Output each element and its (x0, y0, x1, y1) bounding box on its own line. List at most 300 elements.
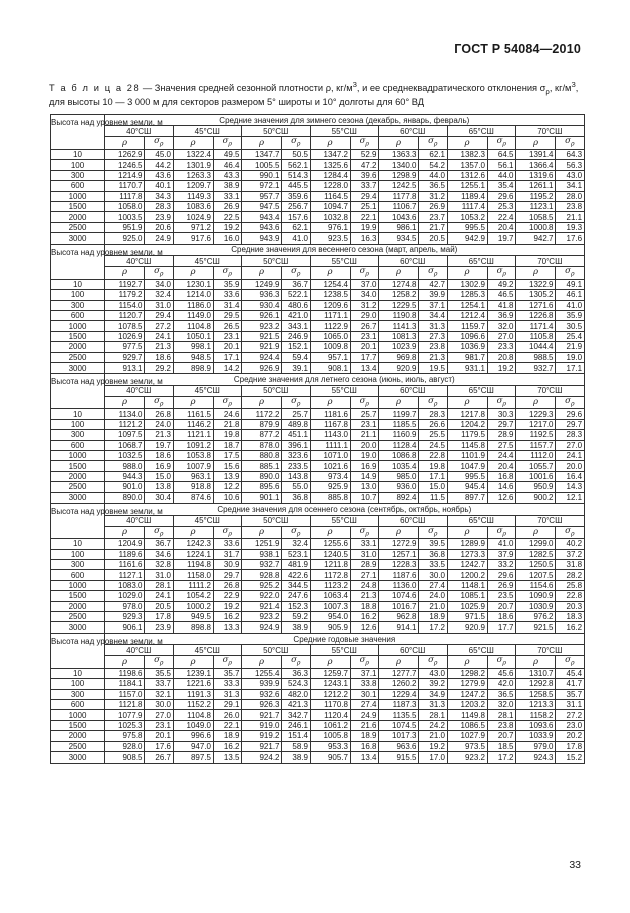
rho-value-cell: 943.9 (242, 233, 282, 245)
rho-value-cell: 1159.7 (447, 321, 487, 331)
rho-value-cell: 1261.1 (516, 181, 556, 191)
rho-value-cell: 976.2 (516, 611, 556, 621)
sigma-value-cell: 20.1 (145, 731, 174, 741)
rho-value-cell: 1120.7 (105, 310, 145, 320)
sigma-value-cell: 13.5 (213, 752, 242, 764)
sigma-value-cell: 36.7 (145, 539, 174, 549)
sigma-value-cell: 27.0 (145, 710, 174, 720)
rho-value-cell: 1298.9 (379, 170, 419, 180)
rho-value-cell: 921.7 (242, 710, 282, 720)
rho-value-cell: 950.9 (516, 482, 556, 492)
sigma-value-cell: 42.7 (419, 279, 448, 289)
sigma-value-cell: 23.5 (487, 591, 516, 601)
sigma-value-cell: 31.2 (419, 191, 448, 201)
height-cell: 10 (51, 409, 105, 419)
height-stub-header: Высота над уровнем земли, м (51, 374, 105, 409)
rho-value-cell: 1074.6 (379, 591, 419, 601)
sigma-value-cell: 20.7 (487, 601, 516, 611)
symbol-header-row (51, 396, 585, 409)
height-stub-header: Высота над уровнем земли, м (51, 115, 105, 150)
sigma-value-cell: 49.1 (556, 279, 585, 289)
sigma-value-cell: 28.3 (419, 409, 448, 419)
sigma-value-cell: 35.7 (556, 689, 585, 699)
latitude-header: 60°СШ (379, 515, 448, 526)
rho-header: ρ (379, 656, 419, 669)
rho-value-cell: 1319.6 (516, 170, 556, 180)
sigma-value-cell: 31.1 (556, 700, 585, 710)
sigma-value-cell: 28.9 (350, 559, 379, 569)
table-row (51, 160, 585, 170)
latitude-header: 50°СШ (242, 515, 311, 526)
rho-value-cell: 1228.3 (379, 559, 419, 569)
rho-value-cell: 1255.4 (242, 668, 282, 678)
rho-value-cell: 1199.7 (379, 409, 419, 419)
rho-value-cell: 923.2 (242, 321, 282, 331)
rho-value-cell: 1122.9 (310, 321, 350, 331)
height-cell: 2500 (51, 352, 105, 362)
sigma-value-cell: 19.8 (213, 430, 242, 440)
rho-value-cell: 925.9 (310, 482, 350, 492)
height-cell: 1000 (51, 451, 105, 461)
table-row (51, 611, 585, 621)
table-row (51, 300, 585, 310)
caption-line-2: для высоты 10 — 3 000 м для секторов размером 5° широты и 10° долготы для 60° ВД (49, 97, 425, 108)
sigma-value-cell: 17.7 (487, 622, 516, 634)
rho-value-cell: 1049.0 (173, 720, 213, 730)
sigma-value-cell: 18.6 (145, 352, 174, 362)
sigma-value-cell: 247.6 (282, 591, 311, 601)
sigma-value-cell: 34.3 (145, 191, 174, 201)
sigma-value-cell: 35.9 (213, 279, 242, 289)
height-stub-header: Высота над уровнем земли, м (51, 504, 105, 539)
rho-value-cell: 996.6 (173, 731, 213, 741)
sigma-value-cell: 33.3 (213, 679, 242, 689)
sigma-value-cell: 21.9 (556, 342, 585, 352)
sigma-value-cell: 23.1 (145, 720, 174, 730)
height-cell: 600 (51, 310, 105, 320)
sigma-value-cell: 20.5 (145, 601, 174, 611)
rho-value-cell: 1212.2 (310, 689, 350, 699)
rho-header: ρ (516, 267, 556, 280)
rho-value-cell: 925.2 (242, 580, 282, 590)
sigma-value-cell: 62.1 (282, 222, 311, 232)
sigma-value-cell: 19.0 (556, 352, 585, 362)
rho-header: ρ (105, 656, 145, 669)
sigma-value-cell: 480.6 (282, 300, 311, 310)
table-row (51, 752, 585, 764)
rho-value-cell: 979.0 (516, 741, 556, 751)
sigma-value-cell: 20.4 (487, 222, 516, 232)
rho-header: ρ (516, 396, 556, 409)
sigma-value-cell: 28.0 (556, 191, 585, 201)
rho-value-cell: 1254.4 (310, 279, 350, 289)
rho-value-cell: 908.5 (105, 752, 145, 764)
sigma-value-cell: 34.0 (350, 290, 379, 300)
sigma-value-cell: 20.1 (213, 342, 242, 352)
rho-value-cell: 900.2 (516, 492, 556, 504)
sigma-value-cell: 19.5 (419, 362, 448, 374)
sigma-value-cell: 35.4 (487, 181, 516, 191)
sigma-value-cell: 26.9 (487, 580, 516, 590)
rho-value-cell: 1016.7 (379, 601, 419, 611)
latitude-header-row (51, 515, 585, 526)
sigma-value-cell: 37.2 (556, 549, 585, 559)
sigma-value-cell: 32.4 (145, 290, 174, 300)
caption-label: Т а б л и ц а 28 (49, 83, 141, 94)
sigma-value-cell: 25.5 (419, 430, 448, 440)
rho-value-cell: 923.2 (242, 611, 282, 621)
sigma-value-cell: 344.5 (282, 580, 311, 590)
sigma-value-cell: 28.1 (419, 710, 448, 720)
height-cell: 2500 (51, 741, 105, 751)
sigma-value-cell: 422.6 (282, 570, 311, 580)
sigma-value-cell: 323.6 (282, 451, 311, 461)
sigma-value-cell: 27.1 (350, 570, 379, 580)
rho-header: ρ (310, 656, 350, 669)
sigma-value-cell: 24.9 (145, 233, 174, 245)
rho-value-cell: 988.5 (516, 352, 556, 362)
rho-value-cell: 1257.1 (379, 549, 419, 559)
sigma-value-cell: 31.3 (419, 321, 448, 331)
sigma-value-cell: 17.5 (213, 451, 242, 461)
rho-value-cell: 1247.2 (447, 689, 487, 699)
rho-value-cell: 957.1 (310, 352, 350, 362)
rho-header: ρ (447, 137, 487, 150)
rho-header: ρ (173, 656, 213, 669)
sigma-value-cell: 33.1 (350, 539, 379, 549)
rho-value-cell: 971.2 (173, 222, 213, 232)
sigma-value-cell: 489.8 (282, 419, 311, 429)
sigma-value-cell: 43.0 (419, 668, 448, 678)
symbol-header-row (51, 526, 585, 539)
rho-value-cell: 981.7 (447, 352, 487, 362)
rho-header: ρ (242, 656, 282, 669)
rho-value-cell: 1299.0 (516, 539, 556, 549)
rho-value-cell: 901.1 (242, 492, 282, 504)
sigma-value-cell: 62.1 (419, 150, 448, 160)
rho-value-cell: 1127.1 (105, 570, 145, 580)
sigma-value-cell: 33.1 (213, 191, 242, 201)
rho-value-cell: 942.7 (516, 233, 556, 245)
sigma-value-cell: 28.3 (145, 202, 174, 212)
sigma-value-cell: 31.2 (350, 300, 379, 310)
rho-value-cell: 1091.2 (173, 440, 213, 450)
rho-value-cell: 1055.7 (516, 461, 556, 471)
sigma-value-cell: 38.9 (282, 622, 311, 634)
sigma-value-cell: 59.2 (282, 611, 311, 621)
sigma-value-cell: 54.2 (419, 160, 448, 170)
height-cell: 3000 (51, 492, 105, 504)
sigma-value-cell: 36.3 (282, 668, 311, 678)
rho-value-cell: 928.0 (105, 741, 145, 751)
sigma-value-cell: 23.3 (487, 342, 516, 352)
sigma-value-cell: 43.3 (213, 170, 242, 180)
table-row (51, 570, 585, 580)
sigma-value-cell: 46.5 (487, 290, 516, 300)
sigma-value-cell: 19.2 (487, 362, 516, 374)
height-cell: 600 (51, 700, 105, 710)
table-row (51, 482, 585, 492)
rho-value-cell: 1255.6 (310, 539, 350, 549)
sigma-value-cell: 19.7 (145, 440, 174, 450)
sigma-value-cell: 26.8 (145, 409, 174, 419)
sigma-value-cell: 26.9 (213, 202, 242, 212)
rho-value-cell: 1141.3 (379, 321, 419, 331)
rho-value-cell: 1217.0 (516, 419, 556, 429)
table-row (51, 731, 585, 741)
height-cell: 2000 (51, 342, 105, 352)
sigma-value-cell: 64.3 (556, 150, 585, 160)
sigma-value-cell: 23.9 (145, 212, 174, 222)
rho-value-cell: 1203.2 (447, 700, 487, 710)
sigma-header: $\sigma_\rho$ (213, 137, 242, 150)
height-cell: 10 (51, 150, 105, 160)
sigma-value-cell: 24.0 (145, 419, 174, 429)
rho-value-cell: 890.0 (242, 471, 282, 481)
rho-value-cell: 1240.5 (310, 549, 350, 559)
rho-value-cell: 1229.4 (379, 689, 419, 699)
section-title: Средние значения для летнего сезона (июнь, июль, август) (105, 374, 585, 385)
rho-header: ρ (105, 137, 145, 150)
height-cell: 100 (51, 549, 105, 559)
sigma-value-cell: 39.6 (350, 170, 379, 180)
rho-value-cell: 1009.8 (310, 342, 350, 352)
sigma-value-cell: 41.0 (556, 300, 585, 310)
sigma-value-cell: 22.8 (556, 591, 585, 601)
rho-value-cell: 1172.8 (310, 570, 350, 580)
rho-value-cell: 1366.4 (516, 160, 556, 170)
latitude-header: 50°СШ (242, 385, 311, 396)
height-cell: 10 (51, 668, 105, 678)
rho-value-cell: 1214.9 (105, 170, 145, 180)
sigma-value-cell: 17.8 (556, 741, 585, 751)
rho-value-cell: 1213.3 (516, 700, 556, 710)
rho-value-cell: 1170.8 (310, 700, 350, 710)
rho-value-cell: 1195.2 (516, 191, 556, 201)
height-cell: 1000 (51, 580, 105, 590)
rho-value-cell: 1289.9 (447, 539, 487, 549)
rho-value-cell: 998.1 (173, 342, 213, 352)
rho-value-cell: 874.6 (173, 492, 213, 504)
sigma-value-cell: 16.8 (350, 741, 379, 751)
sigma-value-cell: 32.8 (145, 559, 174, 569)
section-title: Средние значения для осеннего сезона (сентябрь, октябрь, ноябрь) (105, 504, 585, 515)
rho-value-cell: 1181.6 (310, 409, 350, 419)
table-row (51, 622, 585, 634)
rho-value-cell: 923.5 (310, 233, 350, 245)
height-cell: 1000 (51, 191, 105, 201)
sigma-value-cell: 22.5 (213, 212, 242, 222)
height-cell: 600 (51, 181, 105, 191)
sigma-value-cell: 17.2 (419, 622, 448, 634)
rho-value-cell: 1017.3 (379, 731, 419, 741)
rho-header: ρ (516, 137, 556, 150)
sigma-value-cell: 44.2 (145, 160, 174, 170)
rho-value-cell: 1121.1 (173, 430, 213, 440)
rho-value-cell: 926.9 (242, 362, 282, 374)
latitude-header: 60°СШ (379, 126, 448, 137)
sigma-value-cell: 246.9 (282, 331, 311, 341)
table-row (51, 601, 585, 611)
sigma-value-cell: 24.1 (556, 451, 585, 461)
sigma-value-cell: 26.9 (419, 202, 448, 212)
height-cell: 10 (51, 539, 105, 549)
height-cell: 3000 (51, 622, 105, 634)
sigma-header: $\sigma_\rho$ (145, 396, 174, 409)
sigma-value-cell: 45.4 (556, 668, 585, 678)
sigma-value-cell: 18.6 (487, 611, 516, 621)
rho-value-cell: 1229.5 (379, 300, 419, 310)
rho-value-cell: 995.5 (447, 471, 487, 481)
sigma-value-cell: 246.1 (282, 720, 311, 730)
rho-value-cell: 928.8 (242, 570, 282, 580)
sigma-value-cell: 34.6 (145, 549, 174, 559)
sigma-value-cell: 17.2 (487, 752, 516, 764)
sigma-value-cell: 20.5 (419, 233, 448, 245)
rho-value-cell: 1179.2 (105, 290, 145, 300)
rho-value-cell: 1325.6 (310, 160, 350, 170)
height-cell: 1000 (51, 321, 105, 331)
sigma-value-cell: 21.0 (419, 731, 448, 741)
sigma-value-cell: 19.7 (487, 233, 516, 245)
rho-value-cell: 1145.8 (447, 440, 487, 450)
latitude-header: 70°СШ (516, 385, 585, 396)
rho-value-cell: 892.4 (379, 492, 419, 504)
rho-value-cell: 963.1 (173, 471, 213, 481)
rho-value-cell: 1229.3 (516, 409, 556, 419)
table-row (51, 689, 585, 699)
rho-header: ρ (242, 526, 282, 539)
rho-value-cell: 1391.4 (516, 150, 556, 160)
table-row (51, 202, 585, 212)
sigma-value-cell: 37.0 (350, 279, 379, 289)
rho-value-cell: 1273.3 (447, 549, 487, 559)
sigma-value-cell: 26.0 (213, 710, 242, 720)
rho-value-cell: 1036.9 (447, 342, 487, 352)
sigma-value-cell: 24.2 (419, 720, 448, 730)
sigma-value-cell: 37.9 (487, 549, 516, 559)
symbol-header-row (51, 137, 585, 150)
rho-value-cell: 1054.2 (173, 591, 213, 601)
sigma-value-cell: 152.3 (282, 601, 311, 611)
rho-value-cell: 972.1 (242, 181, 282, 191)
rho-value-cell: 1322.4 (173, 150, 213, 160)
rho-value-cell: 1050.1 (173, 331, 213, 341)
sigma-value-cell: 24.1 (145, 591, 174, 601)
rho-value-cell: 1301.9 (173, 160, 213, 170)
sigma-value-cell: 24.0 (419, 591, 448, 601)
rho-value-cell: 1246.5 (105, 160, 145, 170)
sigma-value-cell: 17.1 (419, 471, 448, 481)
sigma-header: $\sigma_\rho$ (487, 396, 516, 409)
sigma-value-cell: 33.6 (213, 539, 242, 549)
sigma-value-cell: 20.7 (487, 731, 516, 741)
sigma-value-cell: 35.9 (556, 310, 585, 320)
sigma-value-cell: 482.0 (282, 689, 311, 699)
rho-value-cell: 942.9 (447, 233, 487, 245)
sigma-value-cell: 42.0 (487, 679, 516, 689)
sigma-value-cell: 27.0 (556, 440, 585, 450)
sigma-value-cell: 514.3 (282, 170, 311, 180)
rho-header: ρ (379, 137, 419, 150)
rho-header: ρ (379, 267, 419, 280)
sigma-value-cell: 18.5 (487, 741, 516, 751)
sigma-value-cell: 524.3 (282, 679, 311, 689)
rho-value-cell: 963.6 (379, 741, 419, 751)
sigma-header: $\sigma_\rho$ (213, 526, 242, 539)
height-cell: 2000 (51, 212, 105, 222)
rho-value-cell: 1221.6 (173, 679, 213, 689)
rho-value-cell: 926.1 (242, 310, 282, 320)
rho-value-cell: 1211.8 (310, 559, 350, 569)
sigma-header: $\sigma_\rho$ (145, 526, 174, 539)
latitude-header: 60°СШ (379, 385, 448, 396)
sigma-value-cell: 25.3 (487, 202, 516, 212)
sigma-value-cell: 33.7 (350, 181, 379, 191)
density-table-container (50, 114, 584, 764)
table-row (51, 419, 585, 429)
sigma-value-cell: 21.3 (145, 430, 174, 440)
sigma-value-cell: 18.8 (350, 601, 379, 611)
height-cell: 300 (51, 559, 105, 569)
latitude-header: 70°СШ (516, 126, 585, 137)
rho-value-cell: 1033.9 (516, 731, 556, 741)
rho-value-cell: 1068.7 (105, 440, 145, 450)
sigma-value-cell: 25.1 (350, 202, 379, 212)
sigma-header: $\sigma_\rho$ (556, 267, 585, 280)
table-row (51, 222, 585, 232)
sigma-value-cell: 24.4 (487, 451, 516, 461)
sigma-value-cell: 36.9 (487, 310, 516, 320)
sigma-header: $\sigma_\rho$ (145, 656, 174, 669)
sigma-value-cell: 35.5 (145, 668, 174, 678)
rho-value-cell: 1191.3 (173, 689, 213, 699)
rho-value-cell: 1171.4 (516, 321, 556, 331)
sigma-value-cell: 23.1 (350, 331, 379, 341)
rho-value-cell: 1096.6 (447, 331, 487, 341)
sigma-value-cell: 23.1 (213, 331, 242, 341)
sigma-value-cell: 29.7 (487, 419, 516, 429)
rho-value-cell: 969.8 (379, 352, 419, 362)
rho-value-cell: 1186.0 (173, 300, 213, 310)
sigma-value-cell: 31.7 (213, 549, 242, 559)
rho-value-cell: 1177.8 (379, 191, 419, 201)
sigma-value-cell: 47.2 (350, 160, 379, 170)
sigma-value-cell: 32.1 (145, 689, 174, 699)
sigma-value-cell: 24.8 (350, 580, 379, 590)
rho-value-cell: 919.2 (242, 731, 282, 741)
rho-value-cell: 1097.5 (105, 430, 145, 440)
rho-value-cell: 1242.3 (173, 539, 213, 549)
height-cell: 10 (51, 279, 105, 289)
sigma-value-cell: 13.9 (213, 471, 242, 481)
rho-value-cell: 1217.8 (447, 409, 487, 419)
latitude-header: 65°СШ (447, 645, 516, 656)
latitude-header: 65°СШ (447, 385, 516, 396)
rho-value-cell: 1086.5 (447, 720, 487, 730)
rho-value-cell: 913.1 (105, 362, 145, 374)
sigma-value-cell: 45.6 (487, 668, 516, 678)
height-cell: 2500 (51, 611, 105, 621)
sigma-header: $\sigma_\rho$ (282, 137, 311, 150)
rho-value-cell: 1053.8 (173, 451, 213, 461)
rho-value-cell: 1161.5 (173, 409, 213, 419)
sigma-value-cell: 39.5 (419, 539, 448, 549)
sigma-value-cell: 21.6 (350, 720, 379, 730)
sigma-value-cell: 20.6 (145, 222, 174, 232)
rho-value-cell: 1160.9 (379, 430, 419, 440)
sigma-value-cell: 19.3 (556, 222, 585, 232)
